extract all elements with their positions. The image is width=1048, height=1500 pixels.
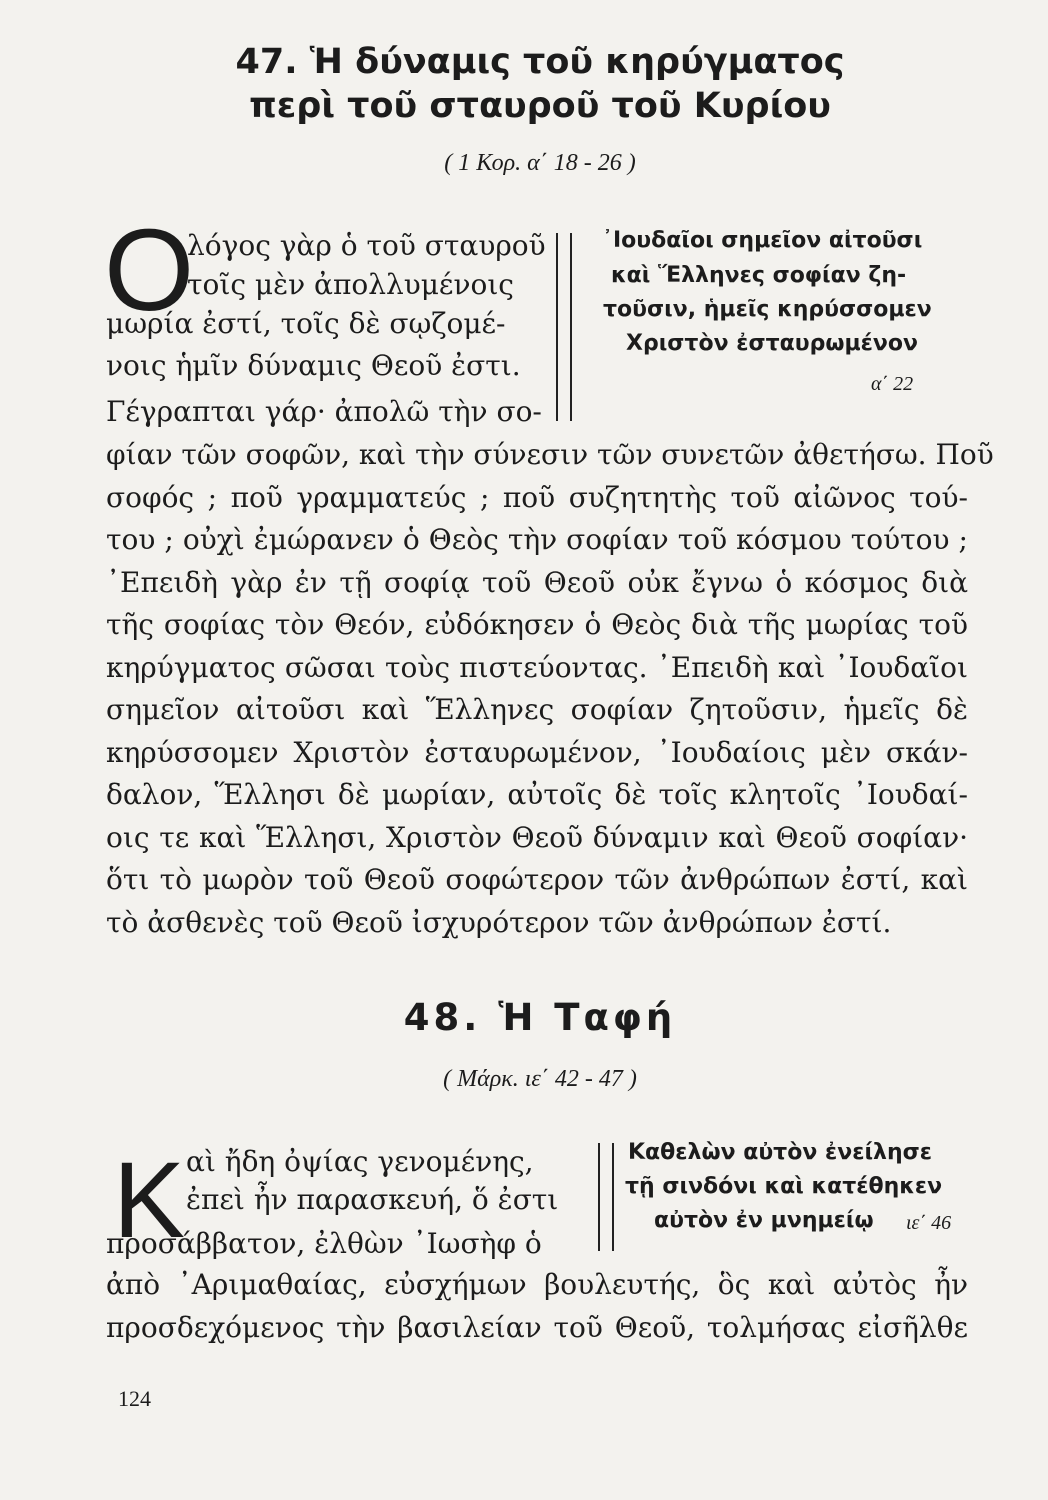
body-line: ἀπὸ ᾿Αριμαθαίας, εὐσχήμων βουλευτής, ὃς καὶ αὐτὸς ἦν [106,1268,968,1301]
body-line: ᾿Επειδὴ γὰρ ἐν τῇ σοφίᾳ τοῦ Θεοῦ οὐκ ἔγνω ὁ κόσμος διὰ [106,565,968,599]
body-line: σοφός ; ποῦ γραμματεύς ; ποῦ συζητητὴς τοῦ αἰῶνος τού- [106,480,968,514]
section-48-title: 48. Ἡ Ταφή [403,996,677,1039]
section-47-reference: ( 1 Κορ. α΄ 18 - 26 ) [444,150,636,176]
section-47-narrow-line: τοῖς μὲν ἀπολλυμένοις [187,268,514,301]
section-47-narrow-line: νοις ἡμῖν δύναμις Θεοῦ ἐστι. [106,349,521,382]
section-47-title-line1: 47. Ἡ δύναμις τοῦ κηρύγματος [235,42,845,82]
section-48-box-reference: ιε΄ 46 [906,1212,952,1234]
section-48-reference: ( Μάρκ. ιε΄ 42 - 47 ) [443,1066,637,1092]
section-48-box-line: Καθελὼν αὐτὸν ἐνείλησε [628,1140,932,1165]
body-line: κηρύγματος σῶσαι τοὺς πιστεύοντας. ᾿Επειδὴ καὶ ᾿Ιουδαῖοι [106,650,968,684]
section-47-narrow-line: μωρία ἐστί, τοῖς δὲ σῳζομέ- [106,307,506,340]
section-48-narrow-line: ἐπεὶ ἦν παρασκευή, ὅ ἐστι [186,1183,559,1216]
body-line: ὅτι τὸ μωρὸν τοῦ Θεοῦ σοφώτερον τῶν ἀνθρώπων ἐστί, καὶ [106,863,968,896]
section-47-box-reference: α΄ 22 [871,373,914,395]
section-47-title [100,40,980,128]
section-47-title-line2: περὶ τοῦ σταυροῦ τοῦ Κυρίου [249,86,831,126]
section-47-dropcap: Ο [104,205,195,335]
section-48-box-line: αὐτὸν ἐν μνημείῳ [654,1208,874,1233]
body-line: δαλον, Ἕλλησι δὲ μωρίαν, αὐτοῖς δὲ τοῖς κλητοῖς ᾿Ιουδαί- [106,778,968,811]
section-47-box-line: Χριστὸν ἐσταυρωμένον [626,331,918,356]
section-48-dropcap: Κ [113,1139,186,1260]
body-line: τὸ ἀσθενὲς τοῦ Θεοῦ ἰσχυρότερον τῶν ἀνθρώπων ἐστί. [106,905,892,939]
section-47-box-line: καὶ Ἕλληνες σοφίαν ζη- [611,263,907,288]
body-line: οις τε καὶ Ἕλλησι, Χριστὸν Θεοῦ δύναμιν καὶ Θεοῦ σοφίαν· [106,820,968,854]
section-48-narrow-line: προσάββατον, ἐλθὼν ᾿Ιωσὴφ ὁ [106,1227,542,1260]
section-48-box-line: τῇ σινδόνι καὶ κατέθηκεν [625,1174,943,1199]
section-47-divider-bars [556,233,572,421]
body-line: τῆς σοφίας τὸν Θεόν, εὐδόκησεν ὁ Θεὸς διὰ τῆς μωρίας τοῦ [106,608,968,641]
section-47-body [106,434,994,944]
section-47-box-line: ᾿Ιουδαῖοι σημεῖον αἰτοῦσι [602,228,923,253]
body-line: φίαν τῶν σοφῶν, καὶ τὴν σύνεσιν τῶν συνετῶν ἀθετήσω. Ποῦ [106,438,994,471]
section-48-body [106,1264,968,1349]
section-47-box-line: τοῦσιν, ἡμεῖς κηρύσσομεν [603,297,932,322]
page-number: 124 [118,1386,151,1411]
section-48-divider-bars [598,1143,614,1251]
section-47-narrow-line: Γέγραπται γάρ· ἀπολῶ τὴν σο- [106,395,542,428]
section-48-narrow-line: αὶ ἤδη ὀψίας γενομένης, [186,1145,534,1178]
body-line: προσδεχόμενος τὴν βασιλείαν τοῦ Θεοῦ, τολμήσας εἰσῆλθε [106,1310,968,1344]
body-line: κηρύσσομεν Χριστὸν ἐσταυρωμένον, ᾿Ιουδαίοις μὲν σκάν- [106,735,968,769]
body-line: σημεῖον αἰτοῦσι καὶ Ἕλληνες σοφίαν ζητοῦσιν, ἡμεῖς δὲ [106,693,968,726]
body-line: του ; οὐχὶ ἐμώρανεν ὁ Θεὸς τὴν σοφίαν τοῦ κόσμου τούτου ; [106,523,968,556]
section-47-narrow-line: λόγος γὰρ ὁ τοῦ σταυροῦ [187,229,546,262]
